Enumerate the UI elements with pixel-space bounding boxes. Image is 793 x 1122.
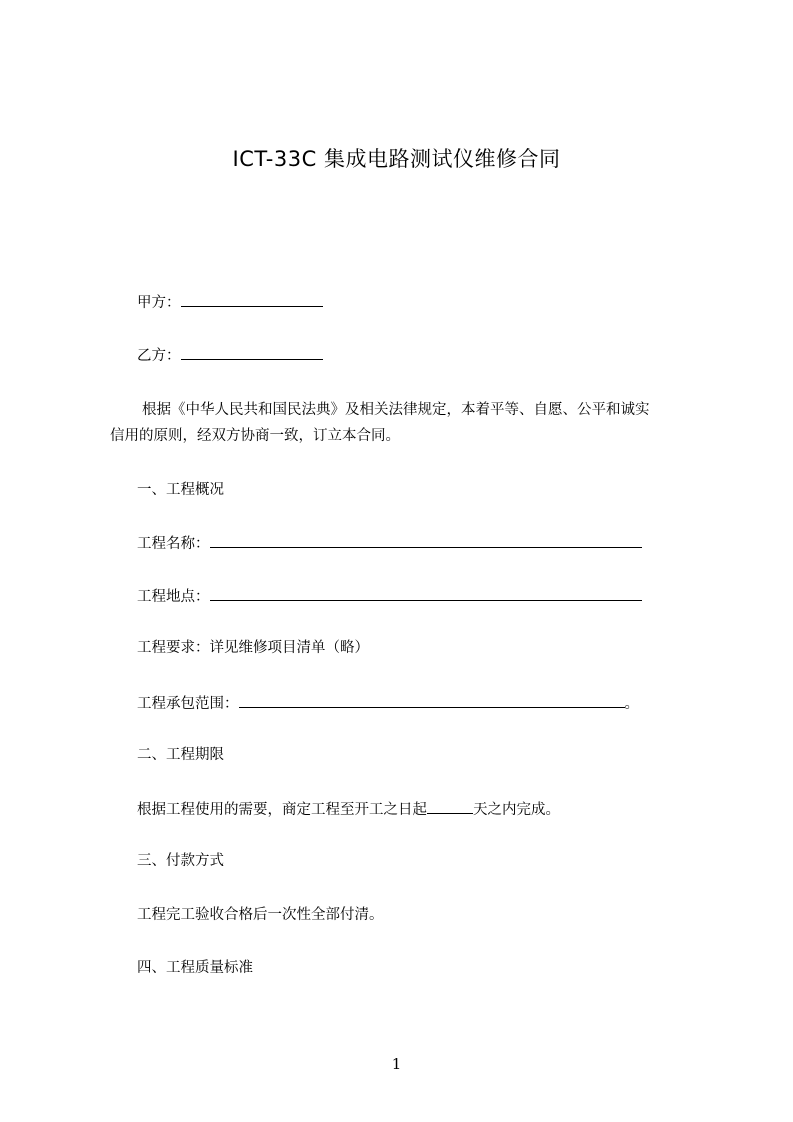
duration-text-after: 天之内完成。 [473, 802, 560, 818]
project-scope-end: 。 [624, 696, 639, 712]
party-b-label: 乙方： [137, 348, 181, 364]
preamble-text-1: 根据《中华人民共和国民法典》及相关法律规定，本着平等、自愿、公平和诚实 [142, 402, 650, 418]
project-name-blank[interactable] [210, 532, 642, 548]
project-location-line [137, 585, 642, 607]
duration-line [137, 798, 560, 820]
party-a-line [137, 291, 323, 313]
duration-days-blank[interactable] [427, 798, 473, 814]
party-a-blank[interactable] [181, 291, 323, 307]
preamble-line-1 [137, 400, 650, 420]
party-b-blank[interactable] [181, 344, 323, 360]
project-name-label: 工程名称： [137, 536, 210, 552]
project-requirements: 工程要求：详见维修项目清单（略） [137, 640, 369, 656]
document-title: ICT-33C 集成电路测试仪维修合同 [232, 147, 561, 171]
page-number: 1 [391, 1055, 402, 1073]
section-2-heading: 二、工程期限 [137, 747, 224, 763]
duration-text-before: 根据工程使用的需要，商定工程至开工之日起 [137, 802, 427, 818]
preamble-line-2 [110, 426, 400, 446]
project-scope-line [137, 692, 639, 714]
project-scope-label: 工程承包范围： [137, 696, 239, 712]
project-name-line [137, 532, 642, 554]
project-scope-blank[interactable] [239, 692, 625, 708]
section-3-heading: 三、付款方式 [137, 853, 224, 869]
preamble-text-2: 信用的原则，经双方协商一致，订立本合同。 [110, 428, 400, 444]
payment-text: 工程完工验收合格后一次性全部付清。 [137, 907, 384, 923]
section-4-heading: 四、工程质量标准 [137, 960, 253, 976]
party-b-line [137, 344, 323, 366]
section-1-heading: 一、工程概况 [137, 482, 224, 498]
project-location-label: 工程地点： [137, 589, 210, 605]
party-a-label: 甲方： [137, 295, 181, 311]
project-location-blank[interactable] [210, 585, 642, 601]
